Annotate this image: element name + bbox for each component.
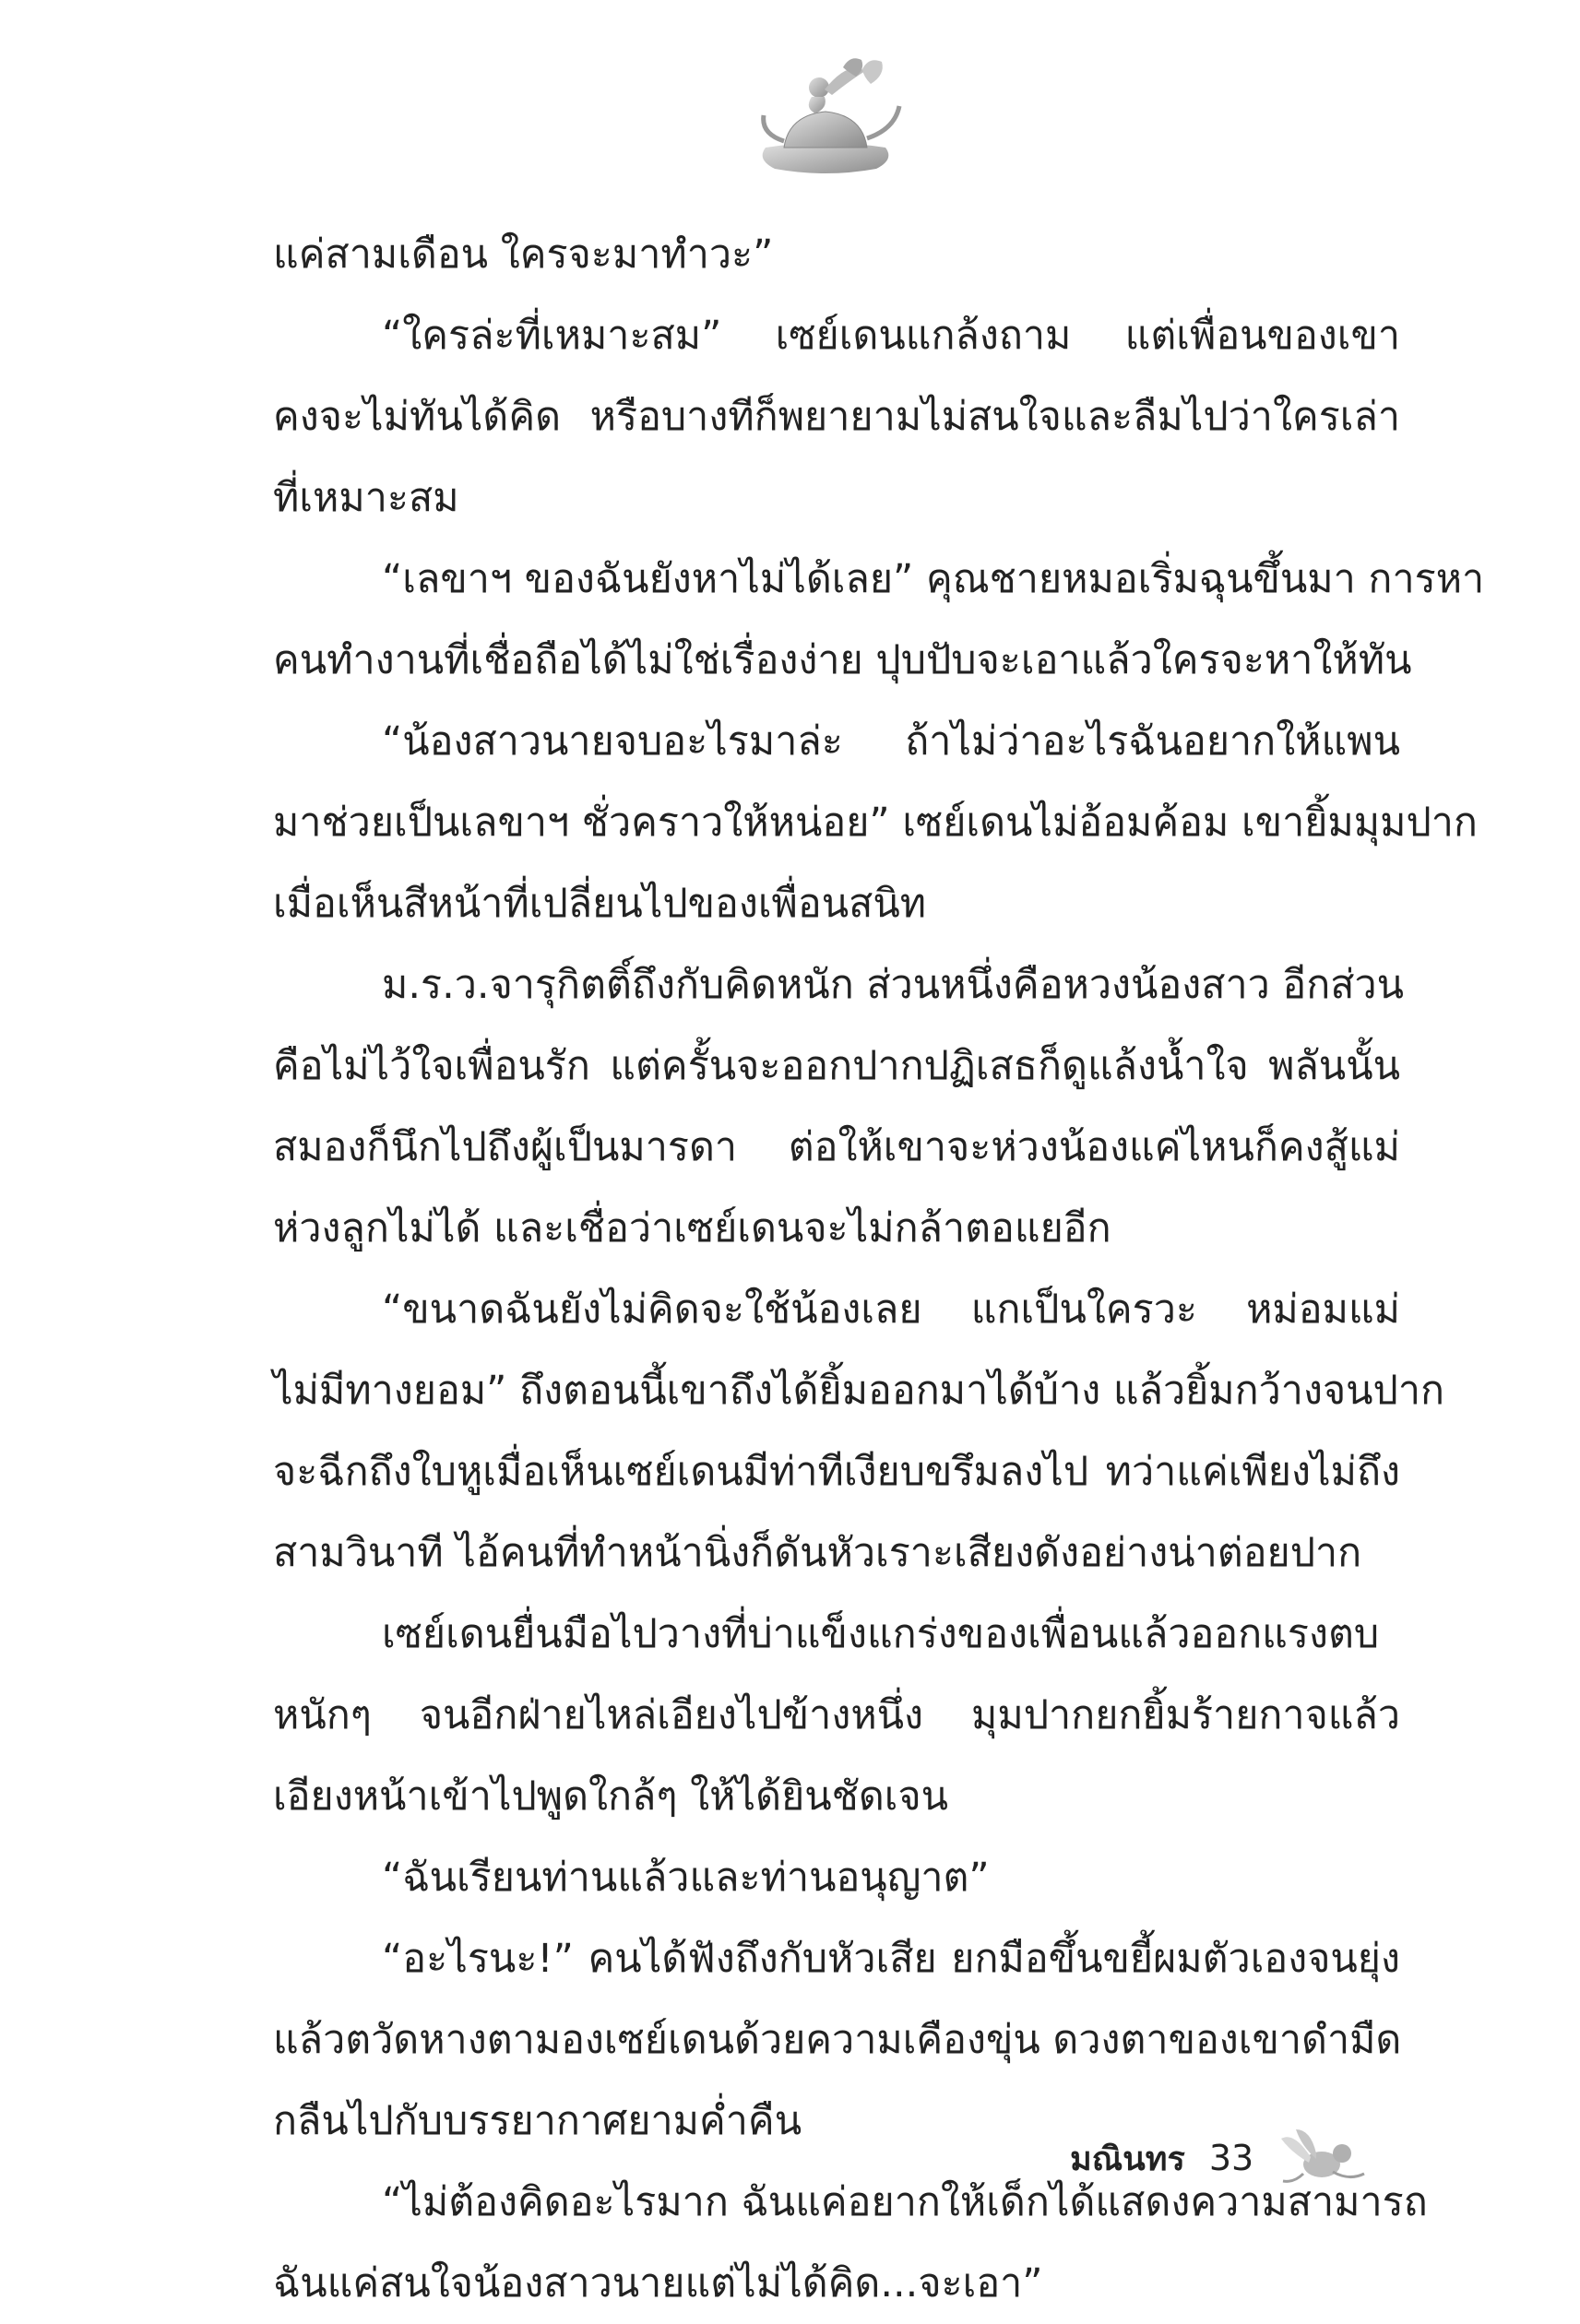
- text-line: แล้วตวัดหางตามองเซย์เดนด้วยความเคืองขุ่น ดวงตาของเขาดำมืด: [273, 2017, 1402, 2063]
- text-line: กลืนไปกับบรรยากาศยามค่ำคืน: [273, 2098, 802, 2144]
- page-number: 33: [1208, 2138, 1254, 2178]
- text-line: “ไม่ต้องคิดอะไรมาก ฉันแค่อยากให้เด็กได้แสดงความสามารถ: [382, 2179, 1428, 2225]
- text-line: มาช่วยเป็นเลขาฯ ชั่วคราวให้หน่อย” เซย์เดนไม่อ้อมค้อม เขายิ้มมุมปาก: [273, 800, 1478, 846]
- text-line: “เลขาฯ ของฉันยังหาไม่ได้เลย” คุณชายหมอเริ่มฉุนขึ้นมา การหา: [382, 556, 1485, 602]
- text-line: ห่วงลูกไม่ได้ และเชื่อว่าเซย์เดนจะไม่กล้าตอแยอีก: [273, 1205, 1111, 1251]
- text-line: จะฉีกถึงใบหูเมื่อเห็นเซย์เดนมีท่าทีเงียบขรึมลงไป ทว่าแค่เพียงไม่ถึง: [273, 1449, 1400, 1495]
- text-line: หนักๆ จนอีกฝ่ายไหล่เอียงไปข้างหนึ่ง มุมปากยกยิ้มร้ายกาจแล้ว: [273, 1692, 1400, 1738]
- body-text: [273, 214, 1485, 2324]
- text-line: แค่สามเดือน ใครจะมาทำวะ”: [273, 231, 774, 278]
- text-line: ม.ร.ว.จารุกิตติ์ถึงกับคิดหนัก ส่วนหนึ่งคือหวงน้องสาว อีกส่วน: [382, 962, 1405, 1008]
- page-footer: [1070, 2130, 1377, 2186]
- text-line: เอียงหน้าเข้าไปพูดใกล้ๆ ให้ได้ยินชัดเจน: [273, 1773, 949, 1820]
- text-line: ที่เหมาะสม: [273, 475, 459, 521]
- text-line: สมองก็นึกไปถึงผู้เป็นมารดา ต่อให้เขาจะห่วงน้องแค่ไหนก็คงสู้แม่: [273, 1124, 1400, 1170]
- text-line: “ฉันเรียนท่านแล้วและท่านอนุญาต”: [382, 1855, 990, 1901]
- text-line: “ขนาดฉันยังไม่คิดจะใช้น้องเลย แกเป็นใครวะ หม่อมแม่: [382, 1286, 1400, 1333]
- text-line: ไม่มีทางยอม” ถึงตอนนี้เขาถึงได้ยิ้มออกมาได้บ้าง แล้วยิ้มกว้างจนปาก: [273, 1368, 1445, 1414]
- author-name: มณินทร: [1070, 2140, 1185, 2178]
- text-line: คงจะไม่ทันได้คิด หรือบางทีก็พยายามไม่สนใจและลืมไปว่าใครเล่า: [273, 394, 1400, 440]
- text-line: “อะไรนะ!” คนได้ฟังถึงกับหัวเสีย ยกมือขึ้นขยี้ผมตัวเองจนยุ่ง: [382, 1936, 1400, 1982]
- cupid-teapot-ornament-icon: [747, 51, 904, 189]
- text-line: สามวินาที ไอ้คนที่ทำหน้านิ่งก็ดันหัวเราะเสียงดังอย่างน่าต่อยปาก: [273, 1530, 1362, 1576]
- text-line: เซย์เดนยื่นมือไปวางที่บ่าแข็งแกร่งของเพื่อนแล้วออกแรงตบ: [382, 1611, 1380, 1657]
- text-line: “ใครล่ะที่เหมาะสม” เซย์เดนแกล้งถาม แต่เพื่อนของเขา: [382, 313, 1400, 359]
- text-line: คือไม่ไว้ใจเพื่อนรัก แต่ครั้นจะออกปากปฏิเสธก็ดูแล้งน้ำใจ พลันนั้น: [273, 1043, 1400, 1089]
- text-line: “น้องสาวนายจบอะไรมาล่ะ ถ้าไม่ว่าอะไรฉันอยากให้แพน: [382, 718, 1400, 765]
- text-line: ฉันแค่สนใจน้องสาวนายแต่ไม่ได้คิด...จะเอา”: [273, 2260, 1043, 2306]
- text-line: คนทำงานที่เชื่อถือได้ไม่ใช่เรื่องง่าย ปุบปับจะเอาแล้วใครจะหาให้ทัน: [273, 637, 1412, 683]
- text-line: เมื่อเห็นสีหน้าที่เปลี่ยนไปของเพื่อนสนิท: [273, 881, 927, 927]
- cupid-icon: [1276, 2126, 1377, 2190]
